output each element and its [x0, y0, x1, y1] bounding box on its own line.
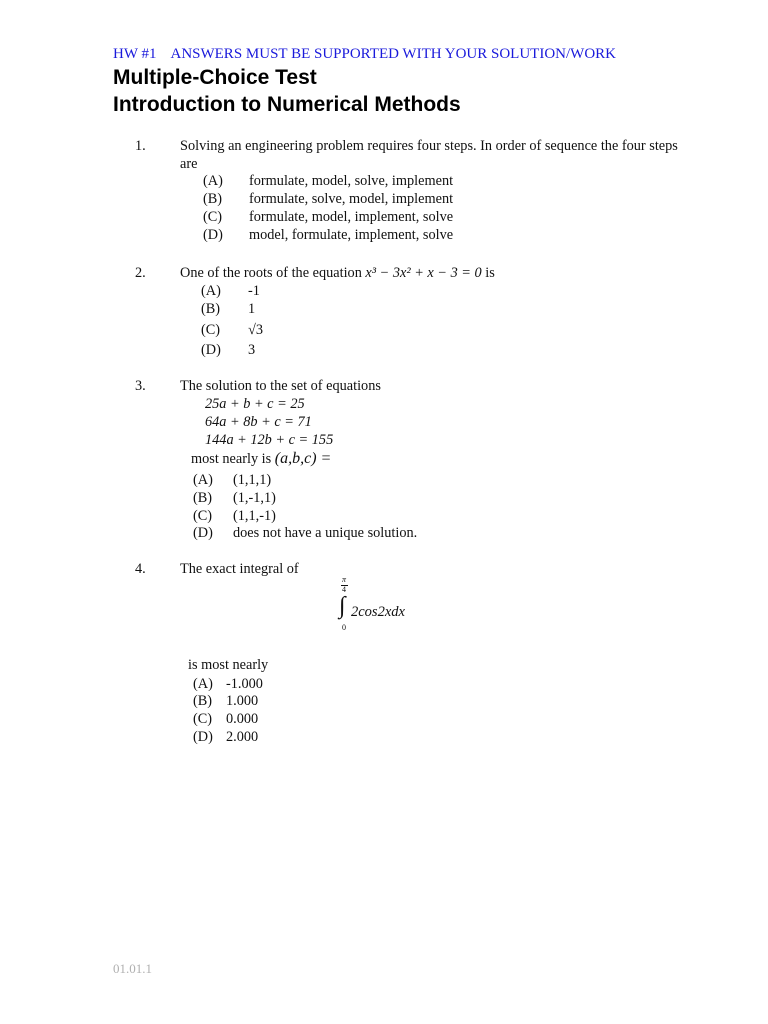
option-a	[193, 675, 263, 693]
question-number: 3.	[135, 378, 146, 394]
definite-integral	[338, 575, 428, 638]
option-c	[203, 208, 453, 226]
option-text: formulate, solve, model, implement	[249, 191, 454, 207]
option-text: (1,1,-1)	[233, 508, 276, 524]
question-stem: One of the roots of the equation	[180, 265, 362, 281]
option-text: 1.000	[226, 693, 259, 709]
option-label: (B)	[201, 301, 221, 317]
option-label: (A)	[201, 283, 221, 299]
option-text: (1,1,1)	[233, 472, 272, 488]
option-text: formulate, model, implement, solve	[249, 209, 454, 225]
option-text: 3	[248, 342, 256, 358]
option-label: (B)	[193, 693, 213, 709]
option-text: 0.000	[226, 711, 259, 727]
option-text: -1.000	[226, 676, 263, 692]
question-text: Solving an engineering problem requires four steps. In order of sequence the four steps are	[180, 138, 678, 172]
option-a	[203, 172, 453, 190]
sqrt-three: √3	[248, 322, 263, 338]
option-label: (A)	[193, 676, 213, 692]
homework-note: ANSWERS MUST BE SUPPORTED WITH YOUR SOLUTION/WORK	[170, 46, 616, 62]
question-stem-end: is most nearly	[188, 657, 269, 673]
option-c	[193, 507, 276, 525]
option-b	[203, 190, 453, 208]
cubic-equation: x³ − 3x² + x − 3 = 0	[365, 265, 482, 281]
option-label: (D)	[201, 342, 221, 358]
page-code: 01.01.1	[113, 961, 152, 976]
most-nearly-text: most nearly is	[191, 451, 272, 467]
option-label: (D)	[203, 227, 223, 243]
question-text	[180, 264, 495, 282]
question-stem-end: is	[485, 265, 495, 281]
question-text: The exact integral of	[180, 561, 299, 577]
option-text: formulate, model, solve, implement	[249, 173, 454, 189]
option-b	[193, 692, 258, 710]
upper-limit-numerator: π	[342, 575, 347, 584]
homework-header	[113, 46, 616, 63]
option-c	[193, 710, 258, 728]
option-label: (B)	[203, 191, 223, 207]
equation-2: 64a + 8b + c = 71	[205, 414, 312, 430]
option-label: (C)	[203, 209, 223, 225]
option-b	[193, 489, 276, 507]
option-label: (C)	[193, 508, 213, 524]
equation-3: 144a + 12b + c = 155	[205, 432, 334, 448]
option-label: (D)	[193, 525, 213, 541]
page-title: Multiple-Choice Test	[113, 66, 317, 89]
option-label: (C)	[193, 711, 213, 727]
option-c	[201, 321, 263, 339]
option-d	[203, 226, 453, 244]
tuple-expression: (a,b,c) =	[274, 450, 332, 467]
question-number: 4.	[135, 561, 146, 577]
option-text: model, formulate, implement, solve	[249, 227, 454, 243]
option-label: (D)	[193, 729, 213, 745]
option-label: (A)	[203, 173, 223, 189]
option-text: 2.000	[226, 729, 259, 745]
lower-limit: 0	[342, 623, 346, 632]
page-subtitle: Introduction to Numerical Methods	[113, 93, 461, 116]
option-text: does not have a unique solution.	[233, 525, 418, 541]
upper-limit-denominator: 4	[342, 585, 346, 594]
option-label: (C)	[201, 322, 221, 338]
option-a	[193, 471, 271, 489]
option-text: (1,-1,1)	[233, 490, 276, 506]
question-stem-end	[191, 450, 331, 468]
question-text: The solution to the set of equations	[180, 378, 381, 394]
integral-sign: ∫	[339, 593, 346, 619]
homework-number: HW #1	[113, 46, 157, 62]
question-number: 1.	[135, 138, 146, 154]
option-label: (B)	[193, 490, 213, 506]
option-d	[201, 341, 255, 359]
option-text: 1	[248, 301, 256, 317]
question-number: 2.	[135, 265, 146, 281]
option-text: -1	[248, 283, 260, 299]
equation-1: 25a + b + c = 25	[205, 396, 305, 412]
option-b	[201, 300, 255, 318]
option-d	[193, 524, 417, 542]
integrand: 2cos2xdx	[351, 604, 405, 620]
option-d	[193, 728, 258, 746]
option-label: (A)	[193, 472, 213, 488]
option-a	[201, 282, 260, 300]
